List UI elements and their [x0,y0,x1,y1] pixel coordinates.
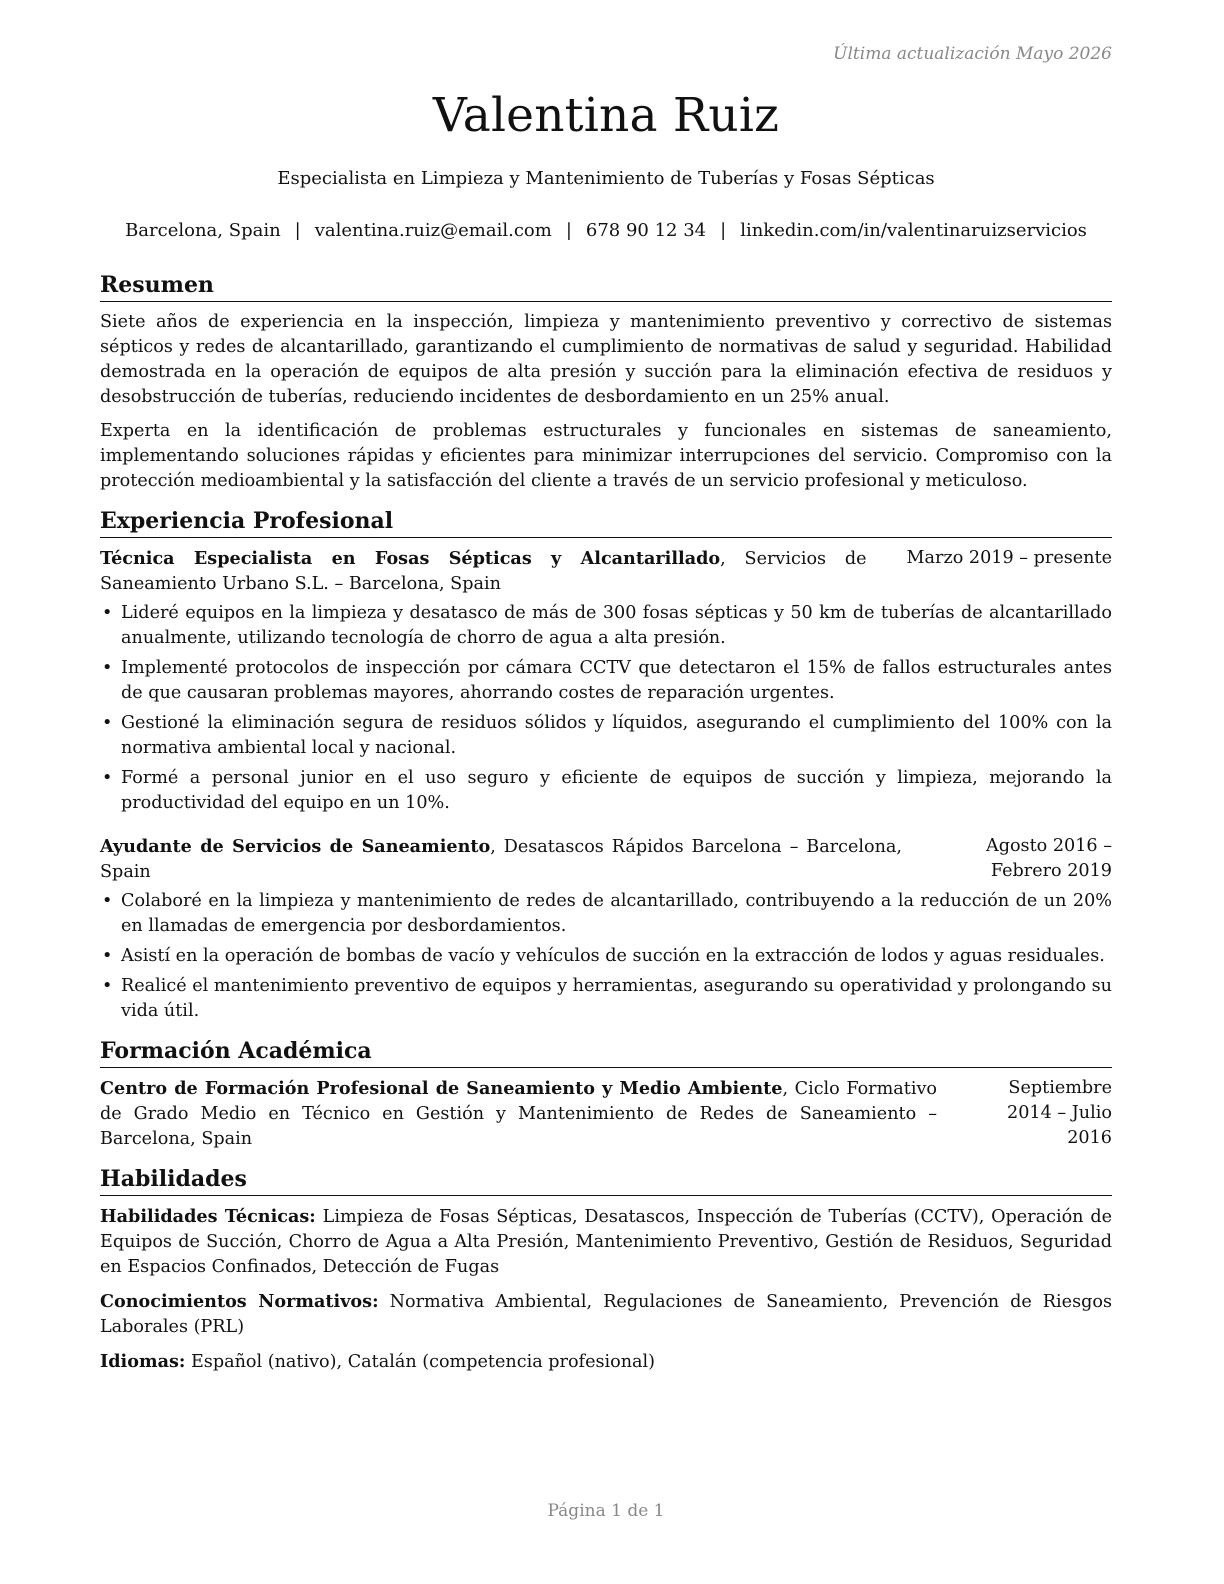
skill-value: Español (nativo), Catalán (competencia profesional) [185,1352,656,1372]
candidate-name: Valentina Ruiz [432,88,780,143]
education-detail: , Ciclo Formativo de Grado Medio en Técnico en Gestión y Mantenimiento de Redes de Saneamiento – Barcelona, Spain [100,1079,937,1149]
job-dates: Agosto 2016 – Febrero 2019 [985,836,1112,881]
skill-line [100,1349,1112,1375]
page-number: Página 1 de 1 [547,1501,665,1521]
job-entry [100,546,1112,816]
resume-body [100,270,1112,1387]
section-heading-experience: Experiencia Profesional [100,506,1112,538]
job-bullet: • Formé a personal junior en el uso seguro y eficiente de equipos de succión y limpieza, mejorando la productividad del equipo en un 10%. [100,766,1112,816]
summary-paragraph: Experta en la identificación de problemas estructurales y funcionales en sistemas de saneamiento, implementando soluciones rápidas y eficientes para minimizar interrupciones del servicio. Compromiso con la protección medioambiental y la satisfacción del cliente a través de un servicio profesional y meticuloso. [100,421,1112,491]
contact-separator: | [294,220,301,241]
skill-value: Limpieza de Fosas Sépticas, Desatascos, Inspección de Tuberías (CCTV), Operación de Equipos de Succión, Chorro de Agua a Alta Presión, Mantenimiento Preventivo, Gestión de Residuos, Seguridad en Espacios Confinados, Detección de Fugas [100,1207,1112,1277]
contact-location: Barcelona, Spain [125,220,281,241]
summary-section [100,270,1112,494]
experience-section [100,506,1112,1024]
job-company: , Servicios de Saneamiento Urbano S.L. – Barcelona, Spain [100,549,867,594]
last-updated: Última actualización Mayo 2026 [833,44,1112,64]
contact-separator: | [720,220,727,241]
job-entry [100,834,1112,1024]
contact-email[interactable]: valentina.ruiz@email.com [314,220,552,241]
skills-section [100,1164,1112,1375]
job-bullet: • Colaboré en la limpieza y mantenimiento de redes de alcantarillado, contribuyendo a la reducción de un 20% en llamadas de emergencia por desbordamientos. [100,889,1112,939]
skill-value: Normativa Ambiental, Regulaciones de Saneamiento, Prevención de Riesgos Laborales (PRL) [100,1292,1112,1337]
job-header [100,834,1112,885]
skill-line [100,1204,1112,1280]
job-bullet: • Asistí en la operación de bombas de vacío y vehículos de succión en la extracción de lodos y aguas residuales. [100,944,1112,969]
resume-page [100,0,1112,1584]
education-institution: Centro de Formación Profesional de Saneamiento y Medio Ambiente [100,1078,783,1099]
education-title-line [100,1076,977,1152]
education-entry [100,1076,1112,1152]
job-role: Técnica Especialista en Fosas Sépticas y Alcantarillado [100,548,721,569]
job-bullet: • Realicé el mantenimiento preventivo de equipos y herramientas, asegurando su operatividad y prolongando su vida útil. [100,974,1112,1024]
contact-phone[interactable]: 678 90 12 34 [585,220,707,241]
skill-line [100,1289,1112,1340]
job-bullets [100,889,1112,1024]
candidate-headline: Especialista en Limpieza y Mantenimiento de Tuberías y Fosas Sépticas [277,168,935,189]
education-dates: Septiembre 2014 – Julio 2016 [1007,1078,1112,1148]
section-heading-summary: Resumen [100,270,1112,302]
job-company: , Desatascos Rápidos Barcelona – Barcelona, Spain [100,837,902,882]
job-bullet: • Implementé protocolos de inspección por cámara CCTV que detectaron el 15% de fallos estructurales antes de que causaran problemas mayores, ahorrando costes de reparación urgentes. [100,656,1112,706]
job-bullet: • Gestioné la eliminación segura de residuos sólidos y líquidos, asegurando el cumplimiento del 100% con la normativa ambiental local y nacional. [100,711,1112,761]
skill-label: Idiomas: [100,1351,186,1372]
job-role: Ayudante de Servicios de Saneamiento [100,836,491,857]
skill-label: Conocimientos Normativos: [100,1291,379,1312]
section-heading-education: Formación Académica [100,1036,1112,1068]
skill-label: Habilidades Técnicas: [100,1206,316,1227]
job-bullets [100,601,1112,816]
education-section [100,1036,1112,1152]
contact-line [100,220,1112,241]
job-dates: Marzo 2019 – presente [906,548,1112,568]
contact-separator: | [565,220,572,241]
section-heading-skills: Habilidades [100,1164,1112,1196]
summary-paragraph: Siete años de experiencia en la inspección, limpieza y mantenimiento preventivo y correctivo de sistemas sépticos y redes de alcantarillado, garantizando el cumplimiento de normativas de salud y seguridad. Habilidad demostrada en la operación de equipos de alta presión y succión para la eliminación efectiva de residuos y desobstrucción de tuberías, reduciendo incidentes de desbordamiento en un 25% anual. [100,312,1112,407]
job-title-line [100,546,907,597]
contact-linkedin[interactable]: linkedin.com/in/valentinaruizservicios [740,220,1087,241]
job-title-line [100,834,942,885]
job-bullet: • Lideré equipos en la limpieza y desatasco de más de 300 fosas sépticas y 50 km de tuberías de alcantarillado anualmente, utilizando tecnología de chorro de agua a alta presión. [100,601,1112,651]
job-header [100,546,1112,597]
